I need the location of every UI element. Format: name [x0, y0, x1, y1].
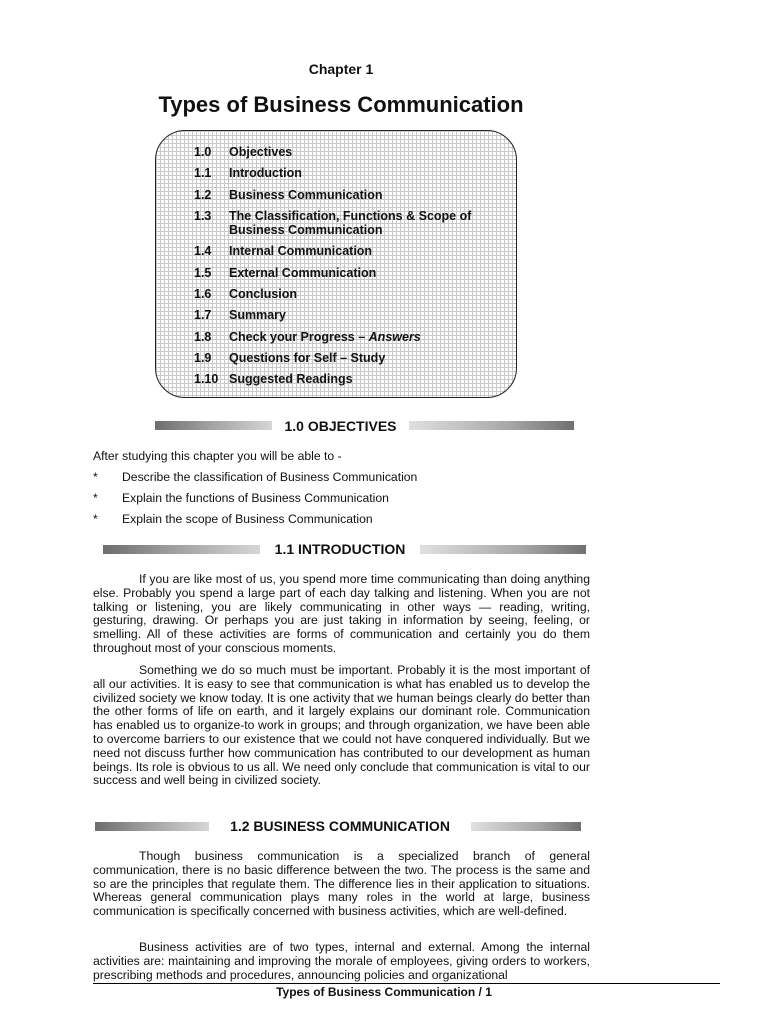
table-of-contents — [155, 130, 517, 398]
paragraph — [93, 664, 590, 788]
paragraph-text: If you are like most of us, you spend more time communicating than doing anything else. Probably you spend a large part of each day talking and listening. When you are not talking or listening, you are likely communicating in other ways — reading, writing, gesturing, drawing. Or perhaps you are just taking in information by seeing, feeling, or smelling. All of these activities are forms of communication and certainly you do them throughout most of your conscious moments. — [93, 572, 590, 655]
chapter-title: Types of Business Communication — [158, 92, 524, 117]
toc-item-number: 1.2 — [194, 188, 212, 202]
toc-item-number: 1.7 — [194, 308, 212, 322]
toc-item-text: Internal Communication — [229, 244, 373, 258]
toc-item-number: 1.0 — [194, 145, 212, 159]
heading-rule-right — [471, 822, 581, 831]
objectives-intro: After studying this chapter you will be able to - — [93, 449, 342, 463]
list-item-text: Explain the scope of Business Communication — [122, 512, 373, 526]
heading-rule-left — [155, 421, 272, 430]
toc-item-number: 1.3 — [194, 209, 212, 223]
heading-rule-left — [103, 545, 260, 554]
paragraph — [93, 941, 590, 982]
toc-item-text-italic: Answers — [368, 330, 421, 344]
toc-item-text: Objectives — [229, 145, 293, 159]
section-heading-introduction: 1.1 INTRODUCTION — [274, 541, 406, 557]
paragraph — [93, 573, 590, 656]
heading-rule-right — [420, 545, 586, 554]
toc-item — [194, 372, 353, 386]
section-heading-business-communication: 1.2 BUSINESS COMMUNICATION — [230, 818, 450, 834]
section-heading-objectives: 1.0 OBJECTIVES — [284, 418, 397, 434]
footer-divider — [93, 983, 720, 984]
toc-item — [194, 209, 471, 237]
paragraph-text: Though business communication is a specialized branch of general communication, there is no basic difference between the two. The process is the same and so are the principles that regulate them. The difference lies in their application to situations. Whereas general communication plays many roles in the world at large, business communication is specifically concerned with business activities, which are well-defined. — [93, 849, 590, 919]
bullet-marker: * — [93, 491, 98, 505]
toc-item-number: 1.4 — [194, 244, 212, 258]
toc-item — [194, 308, 286, 322]
toc-item — [194, 330, 421, 344]
toc-item-text: Conclusion — [229, 287, 298, 301]
toc-item-text: Check your Progress – — [229, 330, 369, 344]
list-item-text: Describe the classification of Business Communication — [122, 470, 418, 484]
list-item — [93, 512, 373, 526]
paragraph-text: Something we do so much must be important. Probably it is the most important of all our activities. It is easy to see that communication is what has enabled us to develop the civilized society we know today. It is one activity that we human beings clearly do better than the other forms of life on earth, and it largely explains our dominant role. Communication has enabled us to organize-to work in groups; and through organization, we have been able to overcome barriers to our existence that we could not have conquered individually. But we need not discuss further how communication has contributed to our development as human beings. Its role is obvious to us all. We need only conclude that communication is vital to our success and well being in civilized society. — [93, 663, 591, 788]
heading-rule-right — [409, 421, 574, 430]
paragraph-text: Business activities are of two types, internal and external. Among the internal activities are: maintaining and improving the morale of employees, giving orders to workers, prescribing methods and procedures, announcing policies and organizational — [93, 940, 590, 982]
page-footer: Types of Business Communication / 1 — [276, 985, 492, 999]
toc-item-text: Business Communication — [229, 188, 383, 202]
list-item-text: Explain the functions of Business Communication — [122, 491, 389, 505]
toc-item-number: 1.1 — [194, 166, 212, 180]
toc-item-number: 1.9 — [194, 351, 212, 365]
toc-item — [194, 266, 376, 280]
bullet-marker: * — [93, 470, 98, 484]
toc-item-number: 1.10 — [194, 372, 219, 386]
toc-item-text-continued: Business Communication — [229, 223, 383, 237]
toc-item — [194, 188, 383, 202]
toc-item — [194, 145, 292, 159]
toc-item-number: 1.8 — [194, 330, 212, 344]
heading-rule-left — [95, 822, 209, 831]
toc-item-text: The Classification, Functions & Scope of — [229, 209, 472, 223]
chapter-label: Chapter 1 — [308, 61, 374, 77]
toc-item-text: Summary — [229, 308, 286, 322]
toc-item — [194, 287, 297, 301]
toc-item-text: Questions for Self – Study — [229, 351, 386, 365]
toc-item-number: 1.5 — [194, 266, 212, 280]
list-item — [93, 470, 417, 484]
toc-item — [194, 166, 302, 180]
toc-item-text: Introduction — [229, 166, 302, 180]
toc-item — [194, 244, 372, 258]
toc-item-text: Suggested Readings — [229, 372, 353, 386]
bullet-marker: * — [93, 512, 98, 526]
toc-item — [194, 351, 385, 365]
toc-item-text: External Communication — [229, 266, 377, 280]
list-item — [93, 491, 389, 505]
toc-item-number: 1.6 — [194, 287, 212, 301]
paragraph — [93, 850, 590, 919]
